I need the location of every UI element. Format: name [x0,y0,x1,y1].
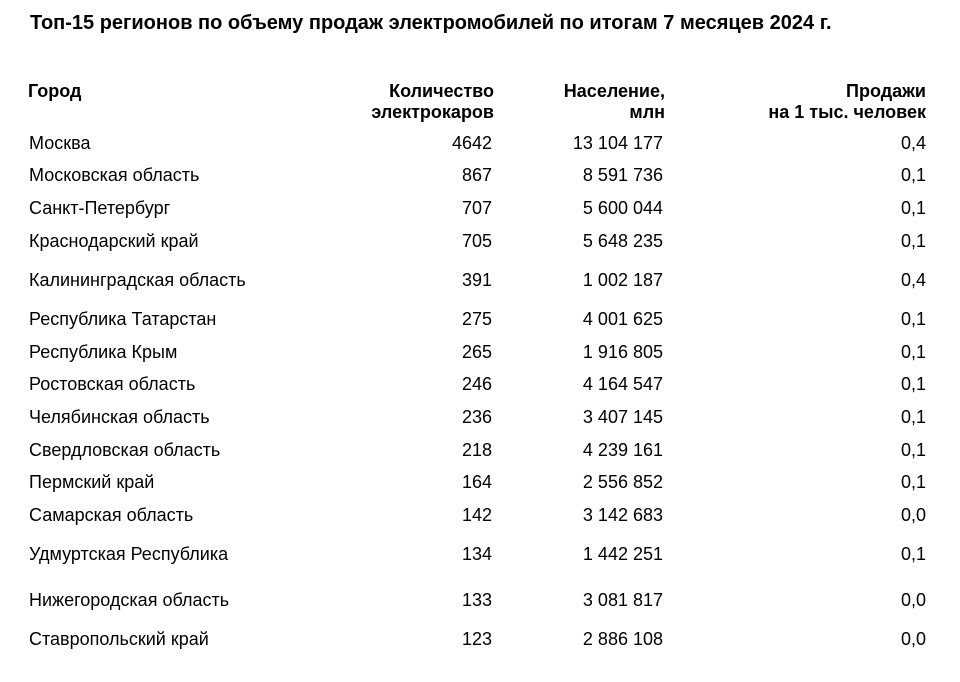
column-header-city: Город [28,81,82,101]
cell-city: Санкт-Петербург [29,197,171,218]
cell-sales: 0,1 [900,544,926,565]
cell-sales: 0,0 [900,590,926,611]
cell-sales: 0,0 [900,504,926,525]
cell-cars: 391 [461,269,492,290]
column-header-sales-line2: на 1 тыс. человек [768,102,926,122]
cell-city: Республика Татарстан [29,309,217,330]
table-row [28,624,926,657]
cell-city: Московская область [29,165,200,186]
cell-population: 13 104 177 [572,132,663,153]
cell-city: Ставропольский край [29,629,209,650]
cell-cars: 218 [461,439,492,460]
cell-cars: 142 [461,504,492,525]
table-row [28,434,926,467]
table-header-row [28,81,926,127]
cell-cars: 236 [461,406,492,427]
column-header-cars-line1: Количество [389,81,494,101]
table-row [28,369,926,402]
cell-sales: 0,1 [900,341,926,362]
table-row [28,127,926,160]
cell-population: 5 600 044 [582,197,663,218]
sales-table [28,81,926,656]
table-row [28,532,926,578]
cell-population: 5 648 235 [582,230,663,251]
column-header-cars-line2: электрокаров [371,102,494,122]
column-header-cars [278,81,494,127]
cell-population: 3 142 683 [582,504,663,525]
cell-sales: 0,4 [900,269,926,290]
cell-cars: 134 [461,544,492,565]
cell-population: 3 407 145 [582,406,663,427]
cell-cars: 246 [461,374,492,395]
table-row [28,257,926,303]
cell-city: Нижегородская область [29,590,230,611]
cell-cars: 133 [461,590,492,611]
cell-city: Краснодарский край [29,230,199,251]
cell-population: 2 886 108 [582,629,663,650]
cell-city: Москва [29,132,91,153]
cell-cars: 705 [461,230,492,251]
cell-sales: 0,0 [900,629,926,650]
cell-cars: 123 [461,629,492,650]
cell-population: 4 001 625 [582,309,663,330]
column-header-population-line1: Население, [563,81,665,101]
cell-city: Удмуртская Республика [29,544,229,565]
cell-sales: 0,1 [900,309,926,330]
cell-population: 1 916 805 [582,341,663,362]
page-title: Топ-15 регионов по объему продаж электромобилей по итогам 7 месяцев 2024 г. [30,12,832,34]
table-row [28,192,926,225]
table-row [28,466,926,499]
column-header-sales [665,81,926,127]
cell-city: Челябинская область [29,406,210,427]
table-row [28,401,926,434]
cell-city: Ростовская область [29,374,196,395]
table-row [28,225,926,258]
table-row [28,578,926,624]
cell-city: Калининградская область [29,269,246,290]
cell-sales: 0,1 [900,439,926,460]
cell-population: 4 239 161 [582,439,663,460]
cell-city: Свердловская область [29,439,221,460]
column-header-population [494,81,665,127]
cell-population: 8 591 736 [582,165,663,186]
table-row [28,160,926,193]
table-row [28,499,926,532]
cell-sales: 0,4 [900,132,926,153]
cell-city: Самарская область [29,504,194,525]
cell-sales: 0,1 [900,197,926,218]
cell-sales: 0,1 [900,406,926,427]
cell-population: 4 164 547 [582,374,663,395]
cell-population: 1 002 187 [582,269,663,290]
column-header-population-line2: млн [629,102,665,122]
cell-population: 3 081 817 [582,590,663,611]
cell-cars: 265 [461,341,492,362]
cell-city: Республика Крым [29,341,178,362]
table-row [28,336,926,369]
cell-city: Пермский край [29,472,155,493]
cell-cars: 275 [461,309,492,330]
cell-cars: 4642 [451,132,492,153]
cell-cars: 707 [461,197,492,218]
cell-sales: 0,1 [900,374,926,395]
cell-sales: 0,1 [900,472,926,493]
table-body [28,127,926,656]
cell-population: 2 556 852 [582,472,663,493]
cell-cars: 867 [461,165,492,186]
cell-population: 1 442 251 [582,544,663,565]
table-row [28,303,926,336]
cell-sales: 0,1 [900,165,926,186]
cell-cars: 164 [461,472,492,493]
column-header-sales-line1: Продажи [846,81,926,101]
cell-sales: 0,1 [900,230,926,251]
